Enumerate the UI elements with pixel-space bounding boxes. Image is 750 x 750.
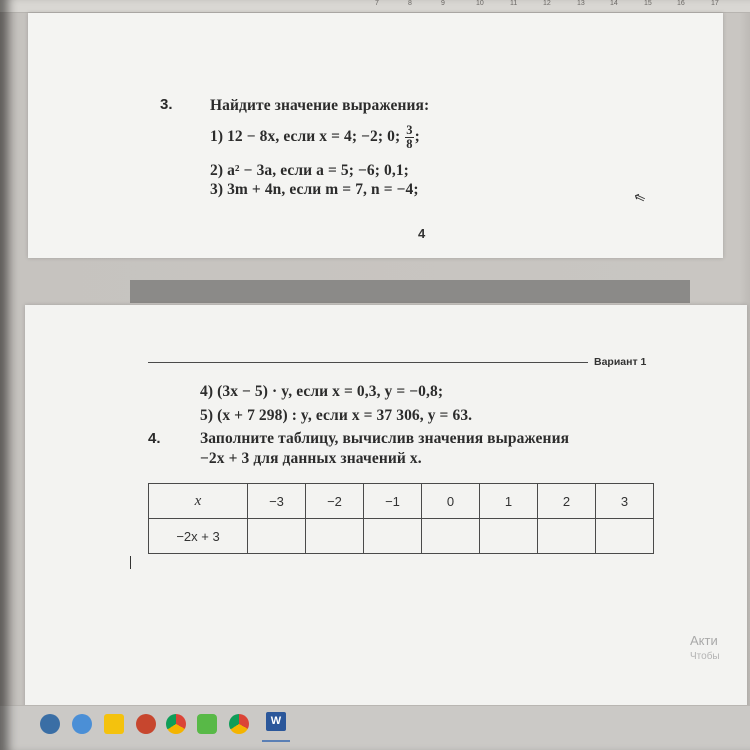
page-number: 4 <box>418 226 426 241</box>
edge-browser-icon[interactable] <box>72 714 92 734</box>
activation-watermark-title: Акти <box>690 633 718 648</box>
ruler-tick: 9 <box>441 0 445 7</box>
ie-browser-icon[interactable] <box>40 714 60 734</box>
table-cell-answer[interactable] <box>480 519 538 554</box>
text-cursor <box>130 556 131 569</box>
opera-browser-icon[interactable] <box>136 714 156 734</box>
header-rule <box>148 362 588 363</box>
torrent-app-icon[interactable] <box>197 714 217 734</box>
word-app-icon[interactable]: W <box>266 712 286 731</box>
mouse-pointer-icon: ⇖ <box>631 188 649 208</box>
table-cell-answer[interactable] <box>364 519 422 554</box>
ruler-tick: 15 <box>644 0 652 7</box>
horizontal-ruler[interactable] <box>0 0 750 13</box>
table-row-expression <box>149 519 654 554</box>
table-cell-x[interactable]: −2 <box>306 484 364 519</box>
ruler-tick: 11 <box>510 0 518 7</box>
fraction-three-eighths <box>405 124 413 151</box>
table-cell-x[interactable]: 3 <box>596 484 654 519</box>
table-header-x-label: x <box>194 492 202 509</box>
task-3-item-1-text: 1) 12 − 8x, если x = 4; −2; 0; <box>210 128 405 146</box>
task-3-item-1 <box>210 124 420 151</box>
page-gap-separator <box>130 280 690 303</box>
ruler-tick: 14 <box>610 0 618 7</box>
table-cell-answer[interactable] <box>306 519 364 554</box>
task-4-text-line-1: Заполните таблицу, вычислив значения выражения <box>200 430 570 447</box>
task-3-item-3: 3) 3m + 4n, если m = 7, n = −4; <box>210 181 419 198</box>
task-4-text-line-2: −2x + 3 для данных значений x. <box>200 450 422 467</box>
table-cell-x[interactable]: −3 <box>248 484 306 519</box>
task-3-item-4: 4) (3x − 5) · y, если x = 0,3, y = −0,8; <box>200 383 444 400</box>
active-app-indicator <box>262 740 290 742</box>
chrome-app-icon[interactable] <box>229 714 249 734</box>
task-3-item-2: 2) a² − 3a, если a = 5; −6; 0,1; <box>210 162 409 179</box>
task-3-title: Найдите значение выражения: <box>210 97 430 114</box>
table-cell-answer[interactable] <box>596 519 654 554</box>
variant-label: Вариант 1 <box>594 356 647 368</box>
table-cell-x[interactable]: −1 <box>364 484 422 519</box>
values-table <box>148 483 654 554</box>
table-header-x[interactable] <box>149 484 248 519</box>
fraction-denominator: 8 <box>406 137 413 151</box>
ruler-tick: 13 <box>577 0 585 7</box>
table-cell-answer[interactable] <box>422 519 480 554</box>
table-cell-answer[interactable] <box>248 519 306 554</box>
table-cell-x[interactable]: 1 <box>480 484 538 519</box>
table-cell-answer[interactable] <box>538 519 596 554</box>
fraction-numerator: 3 <box>406 123 413 137</box>
task-3-item-1-suffix: ; <box>414 128 420 146</box>
file-explorer-icon[interactable] <box>104 714 124 734</box>
activation-watermark-subtitle: Чтобы <box>690 651 720 662</box>
ruler-tick: 16 <box>677 0 685 7</box>
ruler-tick: 7 <box>375 0 379 7</box>
ruler-tick: 8 <box>408 0 412 7</box>
table-cell-x[interactable]: 0 <box>422 484 480 519</box>
task-3-number: 3. <box>160 96 173 113</box>
chrome-browser-icon[interactable] <box>166 714 186 734</box>
ruler-tick: 12 <box>543 0 551 7</box>
table-row-x <box>149 484 654 519</box>
table-row-label[interactable]: −2x + 3 <box>149 519 248 554</box>
ruler-tick: 10 <box>476 0 484 7</box>
ruler-tick: 17 <box>711 0 719 7</box>
task-3-item-5: 5) (x + 7 298) : y, если x = 37 306, y = 63. <box>200 407 473 424</box>
table-cell-x[interactable]: 2 <box>538 484 596 519</box>
task-4-number: 4. <box>148 430 161 447</box>
